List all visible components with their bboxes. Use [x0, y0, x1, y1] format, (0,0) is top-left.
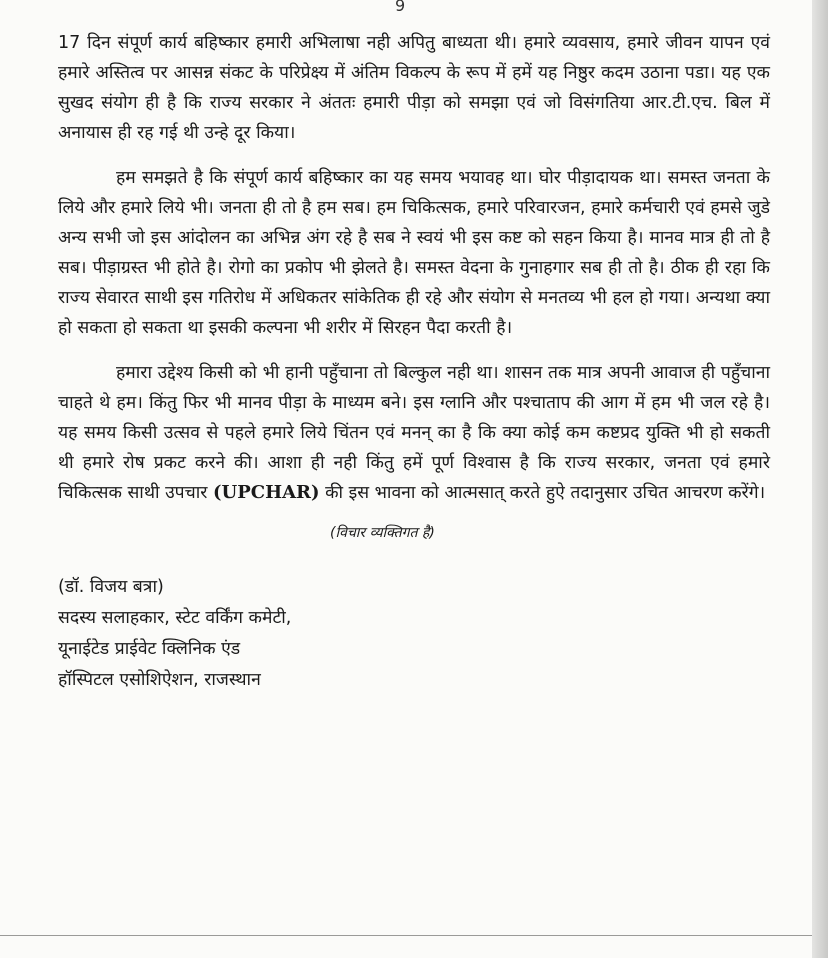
- organization-line-1: यूनाईटेड प्राईवेट क्लिनिक एंड: [58, 639, 241, 659]
- page-number: 9: [395, 0, 406, 15]
- signatory-designation: सदस्य सलाहकार, स्टेट वर्किंग कमेटी,: [58, 608, 292, 628]
- signatory-name: (डॉ. विजय बत्रा): [58, 577, 164, 597]
- paragraph-3-ending: की इस भावना को आत्मसात् करते हुऐ तदानुसार उचित आचरण करेंगे।: [319, 483, 766, 503]
- page-bottom-edge: [0, 935, 812, 936]
- organization-line-2: हॉस्पिटल एसोशिऐशन, राजस्थान: [58, 670, 261, 690]
- paragraph-3-text: हमारा उद्देश्य किसी को भी हानी पहुँचाना तो बिल्कुल नही था। शासन तक मात्र अपनी आवाज ही पहुँचाना चाहते थे हम। किंतु फिर भी मानव पीड़ा के माध्यम बने। इस ग्लानि और पश्चाताप की आग में हम भी जल रहे है। यह समय किसी उत्सव से पहले हमारे लिये चिंतन एवं मनन् का है कि क्या कोई कम कष्टप्रद युक्ति भी हो सकती थी हमारे रोष प्रकट करने की। आशा ही नही किंतु हमें पूर्ण विश्वास है कि राज्य सरकार, जनता एवं हमारे चिकित्सक साथी उपचार: [58, 363, 770, 503]
- paragraph-2: हम समझते है कि संपूर्ण कार्य बहिष्कार का यह समय भयावह था। घोर पीड़ादायक था। समस्त जनता के लिये और हमारे लिये भी। जनता ही तो है हम सब। हम चिकित्सक, हमारे परिवारजन, हमारे कर्मचारी एवं हमसे जुडे अन्य सभी जो इस आंदोलन का अभिन्न अंग रहे है सब ने स्वयं भी इस कष्ट को सहन किया है। मानव मात्र ही तो है सब। पीड़ाग्रस्त भी होते है। रोगो का प्रकोप भी झेलते है। समस्त वेदना के गुनाहगार सब ही तो है। ठीक ही रहा कि राज्य सेवारत साथी इस गतिरोध में अधिकतर सांकेतिक ही रहे और संयोग से मनतव्य भी हल हो गया। अन्यथा क्या हो सकता हो सकता था इसकी कल्पना भी शरीर में सिरहन पैदा करती है।: [58, 168, 770, 338]
- scan-edge-shadow: [812, 0, 828, 958]
- paragraph-3: [58, 358, 770, 508]
- paragraph-1: 17 दिन संपूर्ण कार्य बहिष्कार हमारी अभिलाषा नही अपितु बाध्यता थी। हमारे व्यवसाय, हमारे जीवन यापन एवं हमारे अस्तित्व पर आसन्न संकट के परिप्रेक्ष्य में अंतिम विकल्प के रूप में हमें यह निष्ठुर कदम उठाना पडा। यह एक सुखद संयोग ही है कि राज्य सरकार ने अंततः हमारी पीड़ा को समझा एवं जो विसंगतिया आर.टी.एच. बिल में अनायास ही रह गई थी उन्हे दूर किया।: [58, 33, 770, 143]
- signature-block: [58, 572, 770, 696]
- document-body: [58, 28, 770, 696]
- upchar-emphasis: (UPCHAR): [213, 482, 320, 503]
- personal-opinion-note: (विचार व्यक्तिगत है): [330, 525, 435, 541]
